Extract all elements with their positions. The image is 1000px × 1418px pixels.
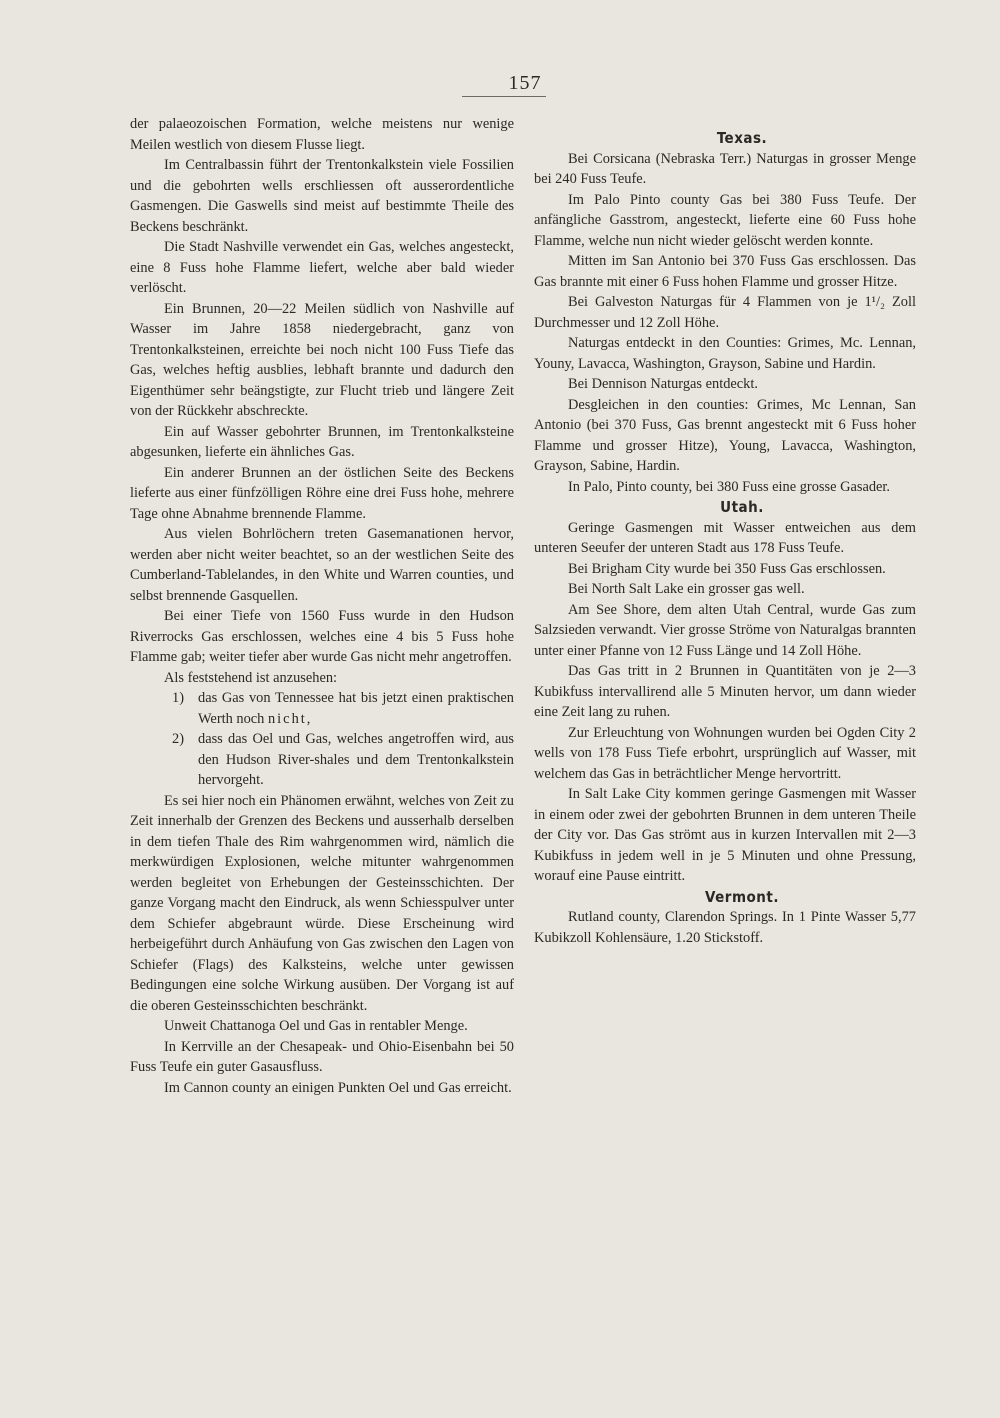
- list-number: 2): [172, 731, 184, 747]
- paragraph: Bei Dennison Naturgas entdeckt.: [568, 376, 758, 392]
- paragraph: Im Centralbassin führt der Trentonkalkstein viele Fossilien und die gebohrten wells erschliessen oft ausserordentliche Gasmengen. Die Gaswells sind meist auf bestimmte Theile des Beckens beschränkt.: [130, 157, 514, 235]
- paragraph: Die Stadt Nashville verwendet ein Gas, welches angesteckt, eine 8 Fuss hohe Flamme liefert, welche aber bald wieder verlöscht.: [130, 239, 514, 296]
- page-number-rule: [462, 96, 546, 97]
- paragraph: Geringe Gasmengen mit Wasser entweichen aus dem unteren Seeufer der unteren Stadt aus 178 Fuss Teufe.: [534, 519, 916, 556]
- list-item: [130, 688, 514, 729]
- paragraph: Naturgas entdeckt in den Counties: Grimes, Mc. Lennan, Youny, Lavacca, Washington, Grayson, Sabine und Hardin.: [534, 335, 916, 372]
- paragraph: Rutland county, Clarendon Springs. In 1 Pinte Wasser 5,77 Kubikzoll Kohlensäure, 1.20 Stickstoff.: [534, 909, 916, 946]
- paragraph: Mitten im San Antonio bei 370 Fuss Gas erschlossen. Das Gas brannte mit einer 6 Fuss hohen Flamme und grosser Hitze.: [534, 253, 916, 290]
- list-item-punct: ,: [306, 710, 311, 727]
- page-number: 157: [508, 72, 542, 94]
- paragraph: der palaeozoischen Formation, welche meistens nur wenige Meilen westlich von diesem Flusse liegt.: [130, 116, 514, 153]
- section-heading-vermont: Vermont.: [705, 887, 779, 906]
- paragraph: Im Cannon county an einigen Punkten Oel und Gas erreicht.: [164, 1079, 512, 1096]
- paragraph: In Palo, Pinto county, bei 380 Fuss eine grosse Gasader.: [568, 478, 891, 495]
- emphasized-word: nicht: [267, 710, 307, 727]
- paragraph: Desgleichen in den counties: Grimes, Mc Lennan, San Antonio (bei 370 Fuss, Gas brennt angesteckt mit 6 Fuss hoher Flamme und grosser Hitze), Young, Lavacca, Washington, Grayson, Sabine, Hardin.: [534, 396, 916, 474]
- paragraph: Bei Corsicana (Nebraska Terr.) Naturgas in grosser Menge bei 240 Fuss Teufe.: [534, 150, 916, 187]
- paragraph: Bei Galveston Naturgas für 4 Flammen von je 1¹/₂ Zoll Durchmesser und 12 Zoll Höhe.: [534, 294, 916, 331]
- paragraph: Bei Brigham City wurde bei 350 Fuss Gas erschlossen.: [568, 560, 886, 577]
- paragraph: Zur Erleuchtung von Wohnungen wurden bei Ogden City 2 wells von 178 Fuss Tiefe erbohrt, ursprünglich auf Wasser, mit welchem das Gas in beträchtlicher Menge hervortritt.: [534, 724, 916, 782]
- right-column: [534, 128, 916, 948]
- paragraph: Im Palo Pinto county Gas bei 380 Fuss Teufe. Der anfängliche Gasstrom, angesteckt, lieferte eine 60 Fuss hohe Flamme, welche nun nicht wieder gelöscht werden konnte.: [534, 191, 916, 249]
- paragraph: Das Gas tritt in 2 Brunnen in Quantitäten von je 2—3 Kubikfuss intervallirend alle 5 Minuten hervor, um dann wieder eine Zeit lang zu ruhen.: [534, 663, 916, 720]
- left-column: [130, 114, 514, 1098]
- paragraph: Bei einer Tiefe von 1560 Fuss wurde in den Hudson Riverrocks Gas erschlossen, welches eine 4 bis 5 Fuss hohe Flamme gab; weiter tiefer aber wurde Gas nicht mehr angetroffen.: [130, 608, 514, 665]
- list-item-text: das Gas von Tennessee hat bis jetzt einen praktischen Werth noch: [198, 690, 514, 727]
- paragraph: Ein anderer Brunnen an der östlichen Seite des Beckens lieferte aus einer fünfzölligen Röhre eine drei Fuss hohe, mehrere Tage ohne Abnahme brennende Flamme.: [130, 464, 514, 522]
- paragraph: Ein Brunnen, 20—22 Meilen südlich von Nashville auf Wasser im Jahre 1858 niedergebracht, ganz von Trentonkalksteinen, erreichte bei noch nicht 100 Fuss Tiefe das Gas, welches heftig ausblies, lebhaft brannte und dadurch den Eigenthümer sehr beängstigte, zur Flucht trieb und längere Zeit von der Rückkehr abschreckte.: [130, 300, 514, 419]
- list-item: [130, 729, 514, 791]
- paragraph: Aus vielen Bohrlöchern treten Gasemanationen hervor, werden aber nicht weiter beachtet, so an der westlichen Seite des Cumberland-Tablelandes, in den White und Warren counties, und selbst brennende Gasquellen.: [130, 526, 514, 604]
- section-heading-texas: Texas.: [716, 129, 768, 147]
- numbered-list: [130, 688, 514, 791]
- paragraph: Am See Shore, dem alten Utah Central, wurde Gas zum Salzsieden verwandt. Vier grosse Ströme von Naturalgas brannten unter einer Pfanne von 12 Fuss Länge und 14 Zoll Höhe.: [534, 601, 916, 659]
- paragraph: In Kerrville an der Chesapeak- und Ohio-Eisenbahn bei 50 Fuss Teufe ein guter Gasausfluss.: [130, 1038, 514, 1075]
- paragraph: Ein auf Wasser gebohrter Brunnen, im Trentonkalksteine abgesunken, lieferte ein ähnliches Gas.: [130, 423, 514, 460]
- list-item-text: dass das Oel und Gas, welches angetroffen wird, aus den Hudson River-shales und dem Trentonkalkstein hervorgeht.: [198, 731, 514, 788]
- paragraph: Bei North Salt Lake ein grosser gas well.: [568, 581, 805, 597]
- paragraph: Unweit Chattanoga Oel und Gas in rentabler Menge.: [164, 1018, 468, 1034]
- paragraph: In Salt Lake City kommen geringe Gasmengen mit Wasser in einem oder zwei der gebohrten Brunnen in dem unteren Theile der City vor. Das Gas strömt aus in kurzen Intervallen mit 2—3 Kubikfuss in jedem well in je 5 Minuten und ohne Pressung, worauf eine Pause eintritt.: [534, 786, 916, 884]
- paragraph: Es sei hier noch ein Phänomen erwähnt, welches von Zeit zu Zeit innerhalb der Grenzen des Beckens und ausserhalb derselben in dem tiefen Thale des Rim wahrgenommen wird, nämlich die merkwürdigen Explosionen, welche mitunter wahrgenommen werden begleitet von Erhebungen der Gesteinsschichten. Der ganze Vorgang macht den Eindruck, als wenn Schiesspulver unter dem Schiefer abgebraunt würde. Diese Erscheinung wird herbeigeführt durch Anhäufung von Gas zwischen den Lagen von Schiefer (Flags) des Kalksteins, welche unter gewissen Bedingungen eine solche Wirkung ausüben. Der Vorgang ist auf die oberen Gesteinsschichten beschränkt.: [130, 792, 514, 1014]
- paragraph: Als feststehend ist anzusehen:: [164, 669, 338, 686]
- section-heading-utah: Utah.: [720, 498, 764, 516]
- list-number: 1): [172, 690, 184, 706]
